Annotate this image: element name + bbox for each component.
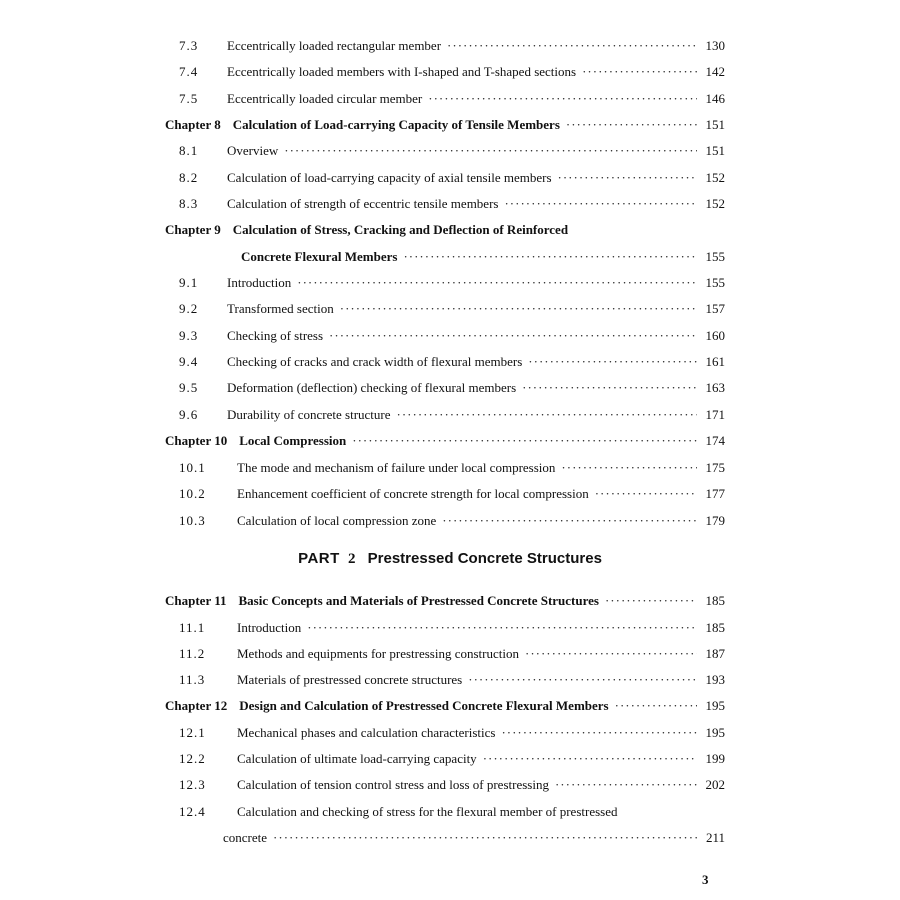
entry-number: 8.2 — [179, 170, 199, 185]
dot-leader — [468, 669, 697, 691]
chapter-title: Basic Concepts and Materials of Prestressed Concrete Structures — [238, 593, 599, 608]
dot-leader — [297, 272, 697, 294]
entry-title: Calculation of load-carrying capacity of axial tensile members — [227, 170, 552, 185]
entry-title: Calculation and checking of stress for the flexural member of prestressed — [237, 804, 618, 819]
dot-leader — [397, 404, 697, 426]
entry-title: Enhancement coefficient of concrete strength for local compression — [237, 486, 589, 501]
entry-number: 8.1 — [179, 143, 199, 158]
dot-leader — [528, 351, 697, 373]
entry-title: Eccentrically loaded circular member — [227, 91, 423, 106]
toc-entry[interactable] — [165, 140, 725, 162]
entry-page: 175 — [705, 460, 725, 475]
dot-leader — [307, 617, 697, 639]
entry-number: 12.3 — [179, 777, 206, 792]
chapter-number: Chapter 12 — [165, 698, 228, 713]
entry-page: 152 — [705, 170, 725, 185]
chapter-number: Chapter 11 — [165, 593, 227, 608]
toc-chapter[interactable] — [165, 219, 725, 241]
dot-leader — [428, 88, 697, 110]
entry-page: 155 — [705, 249, 725, 264]
entry-page: 187 — [705, 646, 725, 661]
entry-title: Checking of stress — [227, 328, 324, 343]
entry-page: 161 — [705, 354, 725, 369]
toc-entry[interactable] — [165, 483, 725, 505]
chapter-number: Chapter 8 — [165, 117, 221, 132]
part-heading — [0, 550, 900, 568]
entry-number: 12.1 — [179, 725, 206, 740]
entry-number: 8.3 — [179, 196, 199, 211]
dot-leader — [555, 774, 697, 796]
toc-entry[interactable] — [165, 748, 725, 770]
entry-title: Materials of prestressed concrete structures — [237, 672, 463, 687]
entry-number: 7.3 — [179, 38, 199, 53]
dot-leader — [483, 748, 697, 770]
entry-page: 211 — [705, 830, 725, 845]
entry-page: 146 — [705, 91, 725, 106]
toc-chapter[interactable] — [165, 590, 725, 612]
chapter-number: Chapter 9 — [165, 222, 221, 237]
entry-page: 185 — [705, 620, 725, 635]
entry-number: 7.5 — [179, 91, 199, 106]
dot-leader — [605, 590, 697, 612]
entry-page: 152 — [705, 196, 725, 211]
entry-page: 199 — [705, 751, 725, 766]
entry-number: 11.1 — [179, 620, 206, 635]
entry-title: Overview — [227, 143, 279, 158]
dot-leader — [403, 246, 697, 268]
dot-leader — [329, 325, 697, 347]
dot-leader — [447, 35, 697, 57]
entry-page: 163 — [705, 380, 725, 395]
entry-page: 174 — [705, 433, 725, 448]
toc-entry[interactable] — [165, 35, 725, 57]
entry-number: 11.3 — [179, 672, 206, 687]
entry-title: Durability of concrete structure — [227, 407, 391, 422]
entry-title: Deformation (deflection) checking of flexural members — [227, 380, 517, 395]
chapter-title: Local Compression — [239, 433, 347, 448]
toc-entry[interactable] — [165, 325, 725, 347]
dot-leader — [558, 167, 697, 189]
entry-title: Calculation of ultimate load-carrying capacity — [237, 751, 477, 766]
dot-leader — [352, 430, 697, 452]
part-title: Prestressed Concrete Structures — [367, 550, 602, 567]
dot-leader — [595, 483, 697, 505]
entry-page: 193 — [705, 672, 725, 687]
page-number: 3 — [702, 872, 709, 887]
entry-page: 155 — [705, 275, 725, 290]
toc-entry[interactable] — [165, 669, 725, 691]
entry-title: Introduction — [237, 620, 302, 635]
dot-leader — [566, 114, 697, 136]
dot-leader — [615, 695, 697, 717]
entry-page: 195 — [705, 698, 725, 713]
toc-entry[interactable] — [165, 722, 725, 744]
entry-number: 9.6 — [179, 407, 199, 422]
entry-title: Eccentrically loaded members with I-shaped and T-shaped sections — [227, 64, 577, 79]
entry-number: 9.4 — [179, 354, 199, 369]
entry-page: 171 — [705, 407, 725, 422]
toc-entry[interactable] — [165, 272, 725, 294]
chapter-title: Calculation of Stress, Cracking and Deflection of Reinforced — [232, 222, 569, 237]
dot-leader — [273, 827, 697, 849]
toc-chapter-continuation[interactable] — [241, 246, 725, 268]
entry-page: 202 — [705, 777, 725, 792]
entry-title: Introduction — [227, 275, 292, 290]
entry-title: Calculation of tension control stress and loss of prestressing — [237, 777, 549, 792]
entry-title: Mechanical phases and calculation characteristics — [237, 725, 496, 740]
entry-number: 9.2 — [179, 301, 199, 316]
entry-page: 151 — [705, 117, 725, 132]
dot-leader — [522, 377, 697, 399]
toc-entry[interactable] — [165, 643, 725, 665]
toc-entry[interactable] — [165, 351, 725, 373]
entry-title: Transformed section — [227, 301, 334, 316]
dot-leader — [504, 193, 697, 215]
entry-page: 130 — [705, 38, 725, 53]
entry-page: 185 — [705, 593, 725, 608]
toc-entry[interactable] — [165, 377, 725, 399]
dot-leader — [525, 643, 697, 665]
entry-title: Methods and equipments for prestressing construction — [237, 646, 519, 661]
entry-title: Eccentrically loaded rectangular member — [227, 38, 442, 53]
entry-number: 12.2 — [179, 751, 206, 766]
toc-entry-continuation[interactable] — [223, 827, 725, 849]
toc-entry[interactable] — [165, 774, 725, 796]
entry-page: 177 — [705, 486, 725, 501]
entry-title: Calculation of strength of eccentric tensile members — [227, 196, 499, 211]
toc-entry[interactable] — [165, 617, 725, 639]
entry-title: concrete — [223, 830, 268, 845]
toc-chapter[interactable] — [165, 430, 725, 452]
toc-entry[interactable] — [165, 298, 725, 320]
entry-page: 179 — [705, 513, 725, 528]
toc-entry[interactable] — [165, 457, 725, 479]
entry-title: Calculation of local compression zone — [237, 513, 437, 528]
entry-number: 10.3 — [179, 513, 206, 528]
entry-number: 9.5 — [179, 380, 199, 395]
chapter-title: Design and Calculation of Prestressed Concrete Flexural Members — [239, 698, 609, 713]
entry-number: 9.1 — [179, 275, 199, 290]
toc-entry[interactable] — [165, 404, 725, 426]
dot-leader — [582, 61, 697, 83]
chapter-title: Calculation of Load-carrying Capacity of Tensile Members — [232, 117, 560, 132]
dot-leader — [561, 457, 697, 479]
entry-number: 10.1 — [179, 460, 206, 475]
chapter-title: Concrete Flexural Members — [241, 249, 398, 264]
toc-chapter[interactable] — [165, 114, 725, 136]
dot-leader — [501, 722, 697, 744]
toc-entry[interactable] — [165, 193, 725, 215]
entry-page: 195 — [705, 725, 725, 740]
toc-entry[interactable] — [165, 88, 725, 110]
part-label: PART — [298, 550, 340, 567]
toc-entry[interactable] — [165, 167, 725, 189]
toc-entry[interactable] — [165, 510, 725, 532]
dot-leader — [284, 140, 697, 162]
entry-number: 11.2 — [179, 646, 206, 661]
entry-title: The mode and mechanism of failure under local compression — [237, 460, 556, 475]
entry-title: Checking of cracks and crack width of flexural members — [227, 354, 523, 369]
entry-page: 151 — [705, 143, 725, 158]
toc-entry[interactable] — [165, 801, 725, 823]
entry-page: 157 — [705, 301, 725, 316]
chapter-number: Chapter 10 — [165, 433, 228, 448]
entry-number: 12.4 — [179, 804, 206, 819]
dot-leader — [442, 510, 697, 532]
part-number: 2 — [347, 551, 356, 567]
dot-leader — [340, 298, 697, 320]
entry-page: 142 — [705, 64, 725, 79]
toc-entry[interactable] — [165, 61, 725, 83]
entry-number: 7.4 — [179, 64, 199, 79]
entry-number: 10.2 — [179, 486, 206, 501]
entry-number: 9.3 — [179, 328, 199, 343]
entry-page: 160 — [705, 328, 725, 343]
toc-chapter[interactable] — [165, 695, 725, 717]
